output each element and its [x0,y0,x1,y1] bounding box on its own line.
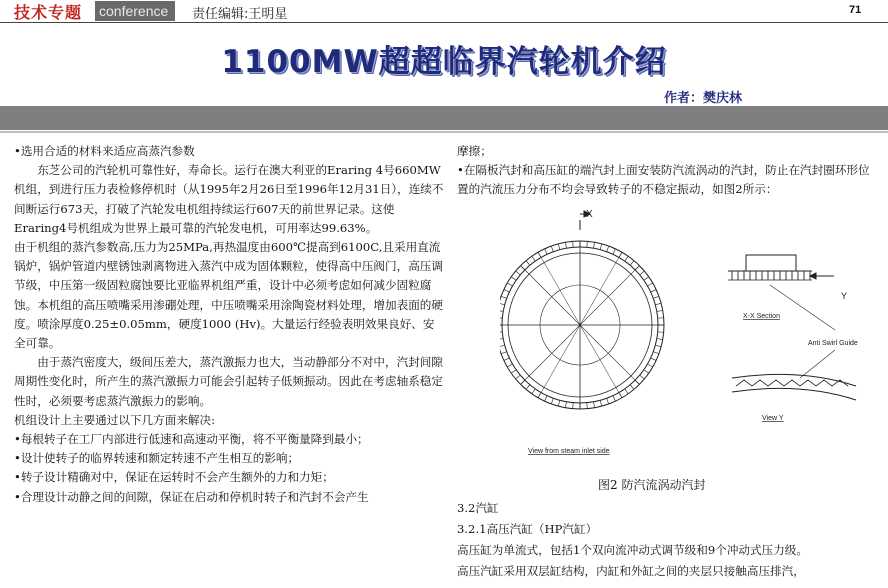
subsection-heading: 3.2.1高压汽缸（HP汽缸） [457,522,598,536]
seal-tick [613,396,616,401]
seal-tick [516,271,521,275]
seal-tick [545,249,548,254]
seal-tick [558,400,560,406]
paragraph: •在隔板汽封和高压缸的端汽封上面安装防汽流涡动的汽封，防止在汽封圈环形位置的汽流压力分布不均会导致转子的不稳定振动，如图2所示： [457,163,870,197]
seal-tick [655,345,661,347]
section-brand: 技术专题 [14,3,83,22]
seal-tick [501,296,507,298]
seal-tick [644,277,649,280]
seal-tick [507,364,512,367]
seal-tick [625,256,628,261]
seal-tick [640,375,645,379]
seal-tick [551,246,553,252]
seal-tick [507,283,512,286]
seal-tick [573,241,574,247]
seal-tick [500,345,505,347]
seal-tick [594,242,595,248]
article-author: 作者：樊庆林 [664,91,743,106]
bullet-item: •转子设计精确对中，保证在运转时不会产生额外的力和力矩； [14,470,334,485]
right-column-lower [457,498,881,582]
seal-tick [644,370,649,373]
seal-tick [630,385,634,390]
seal-tick [600,244,602,250]
seal-tick [504,358,509,361]
seal-tick [651,290,656,293]
seal-tick [655,303,661,305]
paragraph: 由于机组的蒸汽参数高,压力为25MPa,再热温度由600℃提高到6100C,且采用直流锅炉，锅炉管道内壁锈蚀剥离物进入蒸汽中成为固体颗粒，使得高中压阀门，高压调节级，中压第一级固粒腐蚀要比亚临界机组严重，设计中必须考虑如何减少固粒腐蚀。本机组的高压喷嘴采用渗硼处理，中压喷嘴采用涂陶瓷材料处理，增加表面的硬度。喷涂厚度0.25±0.05mm，硬度1000 (Hv)。大量运行经验表明效果良好、安全可靠。 [14,240,443,351]
left-column [14,142,446,507]
seal-tick [658,318,664,319]
seal-tick [545,396,548,401]
seal-tick [565,242,566,248]
seal-tick [600,400,602,406]
seal-tick [587,241,588,247]
seal-tick [651,358,656,361]
seal-tick [501,352,507,354]
seal-tick [573,403,574,409]
seal-tick [565,402,566,408]
seal-tick [630,261,634,266]
paragraph: 高压汽缸采用双层缸结构，内缸和外缸之间的夹层只接触高压排汽， [457,564,805,578]
seal-tick [511,370,516,373]
view-y-label: View Y [762,415,784,422]
seal-tick [511,277,516,280]
article-title: 1100MW超超临界汽轮机介绍 [221,44,667,80]
seal-tick [500,339,503,340]
seal-tick [648,364,653,367]
seal-tick [516,375,521,379]
header-rule [0,22,888,23]
left-view-caption: View from steam inlet side [528,448,610,455]
bullet-item: •每根转子在工厂内部进行低速和高速动平衡，将不平衡量降到最小； [14,432,369,447]
divider-line [0,131,888,133]
seal-tick [607,398,609,404]
section-heading: 3.2汽缸 [457,501,499,515]
seal-tick [532,389,535,394]
paragraph: 摩擦； [457,144,492,158]
x-label: X [586,209,593,220]
paragraph: 高压缸为单流式，包括1个双向流冲动式调节级和9个冲动式压力级。 [457,543,808,557]
seal-tick [648,283,653,286]
page-header [0,0,888,24]
seal-tick [526,385,530,390]
seal-tick [594,402,595,408]
bullet-item: •合理设计动静之间的间隙，保证在启动和停机时转子和汽封不会产生 [14,489,369,504]
page-number: 71 [849,4,862,16]
steam-inlet-view [500,211,664,409]
conference-badge: conference [95,1,175,21]
y-label: Y [841,291,848,301]
paragraph: 由于蒸汽密度大，级间压差大，蒸汽激振力也大，当动静部分不对中，汽封间隙周期性变化时，所产生的蒸汽激振力可能会引起转子低频振动。因此在考虑轴系稳定性时，必须要考虑蒸汽激振力的影响。 [14,355,443,408]
figure-caption: 图2 防汽流涡动汽封 [598,478,706,492]
xx-section [728,255,834,280]
seal-tick [658,332,664,333]
seal-tick [625,389,628,394]
paragraph: •选用合适的材料来适应高蒸汽参数 [14,144,195,158]
seal-tick [657,310,663,311]
seal-diagram [500,200,888,465]
right-column [457,142,881,200]
seal-tick [653,296,659,298]
view-y [732,374,856,400]
seal-tick [551,398,553,404]
figure-anti-swirl-seal [500,200,888,465]
divider-band [0,106,888,130]
seal-tick [587,403,588,409]
seal-tick [504,290,509,293]
paragraph: 东芝公司的汽轮机可靠性好，寿命长。运行在澳大利亚的Eraring 4号660MW机组，到进行压力表检修停机时（从1995年2月26日至1996年12月31日），连续不间断运行673天，打破了汽轮发电机组持续运行607天的前世界记录。这使Eraring4号机组成为世界上最可靠的汽轮发电机，可用率达99.63%。 [14,163,444,235]
swirl-guide-label: Anti Swirl Guide [808,340,858,347]
seal-tick [500,310,503,311]
bullet-item: •设计使转子的临界转速和额定转速不产生相互的影响； [14,451,300,466]
editor-credit: 责任编辑:王明星 [192,7,288,22]
seal-tick [526,261,530,266]
seal-tick [558,244,560,250]
seal-tick [657,339,663,340]
paragraph: 机组设计上主要通过以下几方面来解决: [14,412,216,427]
seal-tick [532,256,535,261]
seal-tick [653,352,659,354]
seal-tick [500,303,505,305]
seal-tick [607,246,609,252]
xx-section-label: X-X Section [743,313,780,320]
seal-tick [640,271,645,275]
seal-tick [613,249,616,254]
